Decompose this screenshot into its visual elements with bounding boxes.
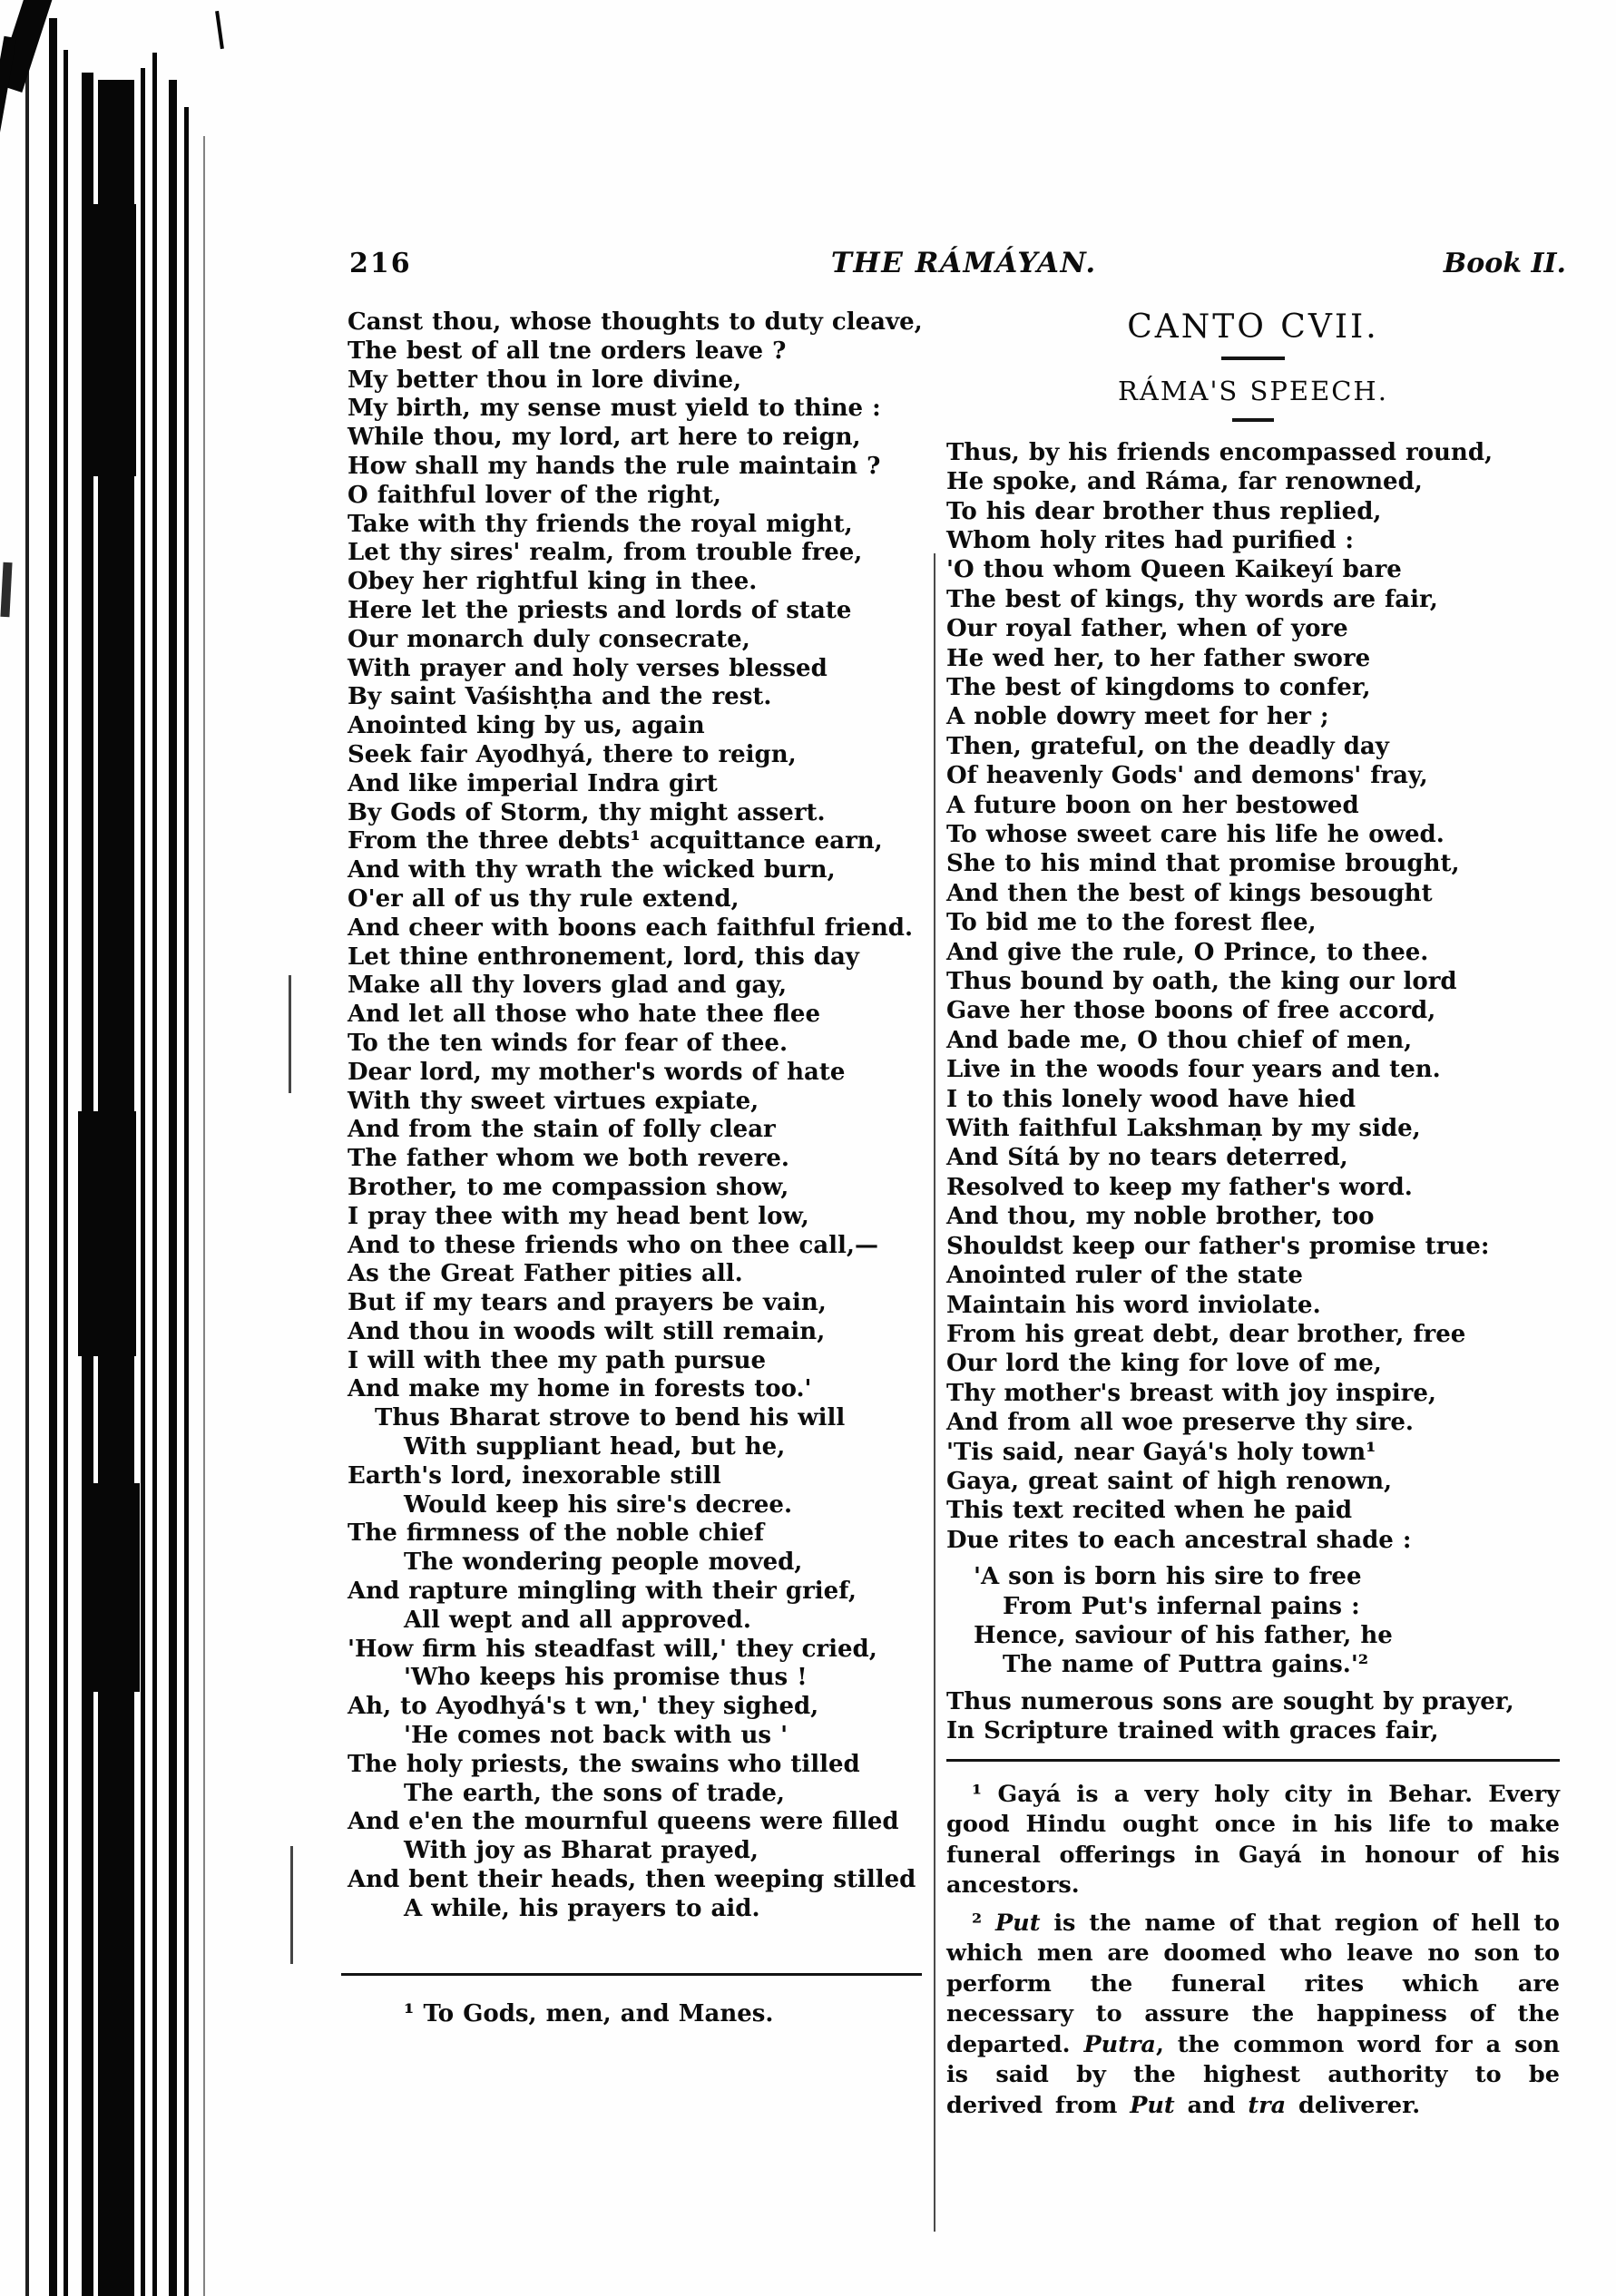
footnote-rule-left: [341, 1973, 922, 1976]
verse-line: With faithful Lakshmaṇ by my side,: [946, 1115, 1421, 1143]
verse-line: With thy sweet virtues expiate,: [348, 1087, 759, 1115]
verse-line: But if my tears and prayers be vain,: [348, 1289, 827, 1317]
scan-streak: [152, 53, 157, 2296]
verse-line: The best of kingdoms to confer,: [946, 673, 1371, 701]
speech-heading: RÁMA'S SPEECH.: [1118, 376, 1388, 407]
verse-line: In Scripture trained with graces fair,: [946, 1717, 1439, 1745]
verse-line: The name of Puttra gains.'²: [1003, 1651, 1369, 1679]
scan-streak: [290, 1846, 293, 1964]
verse-line: By Gods of Storm, thy might assert.: [348, 798, 826, 826]
verse-line: Thus bound by oath, the king our lord: [946, 968, 1457, 996]
verse-line: And bent their heads, then weeping stilled: [348, 1866, 916, 1894]
scan-streak: [215, 11, 224, 49]
scan-streak: [289, 975, 291, 1093]
verse-line: The best of all tne orders leave ?: [348, 337, 787, 365]
verse-line: To his dear brother thus replied,: [946, 497, 1382, 525]
page-header: [349, 247, 1566, 279]
verse-line: I pray thee with my head bent low,: [348, 1202, 809, 1230]
canto-heading: CANTO CVII.: [1127, 308, 1379, 346]
verse-line: He wed her, to her father swore: [946, 644, 1371, 672]
verse-lines: [946, 438, 1560, 1555]
verse-line: Make all thy lovers glad and gay,: [348, 972, 788, 1000]
verse-line: I to this lonely wood have hied: [946, 1085, 1356, 1113]
verse-line: A noble dowry meet for her ;: [946, 703, 1329, 731]
verse-line: And make my home in forests too.': [348, 1375, 812, 1403]
verse-line: Resolved to keep my father's word.: [946, 1173, 1413, 1201]
verse-line: A while, his prayers to aid.: [404, 1894, 760, 1922]
scan-streak: [141, 68, 145, 2296]
verse-line: 'Tis said, near Gayá's holy town¹: [946, 1438, 1376, 1466]
verse-line: And give the rule, O Prince, to thee.: [946, 938, 1429, 966]
scan-streak: [169, 80, 177, 2296]
left-footnote: ¹ To Gods, men, and Manes.: [404, 2000, 774, 2027]
verse-line: And let all those who hate thee flee: [348, 1001, 820, 1029]
verse-line: Thus, by his friends encompassed round,: [946, 438, 1494, 466]
footnotes: [946, 1780, 1560, 2122]
scan-streak: [83, 204, 136, 476]
verse-line: The earth, the sons of trade,: [404, 1779, 785, 1807]
verse-line: To bid me to the forest flee,: [946, 909, 1317, 937]
scan-streak: [184, 107, 189, 2296]
verse-line: A future boon on her bestowed: [946, 791, 1359, 819]
verse-line: The holy priests, the swains who tilled: [348, 1750, 860, 1778]
verse-line: The father whom we both revere.: [348, 1145, 789, 1173]
verse-line: Anointed ruler of the state: [946, 1262, 1303, 1290]
verse-line: 'Who keeps his promise thus !: [404, 1664, 808, 1692]
verse-line: O faithful lover of the right,: [348, 481, 721, 509]
verse-line: And Sítá by no tears deterred,: [946, 1144, 1348, 1172]
verse-line: Dear lord, my mother's words of hate: [348, 1058, 846, 1086]
closing-lines: [946, 1687, 1560, 1746]
verse-line: With prayer and holy verses blessed: [348, 654, 828, 682]
scan-streak: [0, 562, 12, 617]
verse-line: Thy mother's breast with joy inspire,: [946, 1379, 1436, 1407]
verse-line: And from all woe preserve thy sire.: [946, 1409, 1414, 1437]
quoted-quatrain: [946, 1562, 1560, 1680]
verse-line: Then, grateful, on the deadly day: [946, 732, 1389, 760]
book-label: Book II.: [1443, 248, 1566, 279]
verse-line: Whom holy rites had purified :: [946, 526, 1355, 554]
verse-line: As the Great Father pities all.: [348, 1260, 743, 1288]
verse-line: And from the stain of folly clear: [348, 1116, 776, 1144]
right-column: [946, 305, 1560, 2128]
verse-line: From Put's infernal pains :: [1003, 1592, 1360, 1620]
verse-line: And with thy wrath the wicked burn,: [348, 856, 836, 884]
heading-rule: [1221, 357, 1285, 360]
verse-line: And e'en the mournful queens were filled: [348, 1808, 899, 1836]
left-column: [348, 308, 935, 1924]
verse-line: All wept and all approved.: [404, 1606, 751, 1634]
verse-line: Hence, saviour of his father, he: [974, 1621, 1393, 1649]
verse-line: My birth, my sense must yield to thine :: [348, 395, 881, 423]
verse-line: With joy as Bharat prayed,: [404, 1837, 759, 1865]
verse-line: Brother, to me compassion show,: [348, 1173, 789, 1201]
verse-line: Gaya, great saint of high renown,: [946, 1467, 1393, 1495]
verse-line: Seek fair Ayodhyá, there to reign,: [348, 740, 797, 768]
verse-line: Due rites to each ancestral shade :: [946, 1526, 1412, 1554]
verse-line: O'er all of us thy rule extend,: [348, 884, 739, 913]
verse-line: Here let the priests and lords of state: [348, 596, 852, 624]
verse-line: Our monarch duly consecrate,: [348, 625, 750, 653]
verse-line: Take with thy friends the royal might,: [348, 510, 853, 538]
verse-line: To whose sweet care his life he owed.: [946, 821, 1445, 849]
scan-streak: [89, 1483, 140, 1692]
verse-line: By saint Vaśishṭha and the rest.: [348, 683, 772, 711]
verse-line: And thou in woods wilt still remain,: [348, 1317, 826, 1345]
footnote: ¹ Gayá is a very holy city in Behar. Every good Hindu ought once in his life to make funeral offerings in Gayá in honour of his ancestors.: [946, 1780, 1560, 1900]
footnote-rule-right: [946, 1759, 1560, 1762]
verse-line: He spoke, and Ráma, far renowned,: [946, 468, 1423, 496]
verse-line: 'A son is born his sire to free: [974, 1563, 1362, 1591]
scan-streak: [49, 18, 57, 2296]
verse-line: And cheer with boons each faithful friend.: [348, 914, 914, 942]
footnote: ² Put is the name of that region of hell to which men are doomed who leave no son to perform the funeral rites which are necessary to assure the happiness of the departed. Putra, the common word for a son is said by the highest authority to be derived from Put and tra deliverer.: [946, 1909, 1561, 2119]
verse-line: 'He comes not back with us ': [404, 1722, 788, 1750]
verse-line: From the three debts¹ acquittance earn,: [348, 827, 883, 855]
verse-line: Thus numerous sons are sought by prayer,: [946, 1687, 1514, 1715]
verse-line: Anointed king by us, again: [348, 712, 705, 740]
verse-line: My better thou in lore divine,: [348, 366, 742, 394]
verse-line: Would keep his sire's decree.: [404, 1490, 793, 1519]
verse-line: The firmness of the noble chief: [348, 1519, 765, 1548]
verse-line: Ah, to Ayodhyá's t wn,' they sighed,: [348, 1693, 819, 1721]
verse-line: Live in the woods four years and ten.: [946, 1056, 1441, 1084]
heading-rule-2: [1232, 418, 1274, 422]
verse-line: And to these friends who on thee call,—: [348, 1231, 878, 1259]
verse-line: Shouldst keep our father's promise true:: [946, 1232, 1490, 1260]
scan-binding-artifact: [0, 0, 313, 2296]
verse-line: To the ten winds for fear of thee.: [348, 1029, 788, 1057]
verse-line: And bade me, O thou chief of men,: [946, 1026, 1413, 1054]
verse-line: And like imperial Indra girt: [348, 769, 718, 797]
verse-line: While thou, my lord, art here to reign,: [348, 424, 861, 452]
verse-line: Our lord the king for love of me,: [946, 1350, 1382, 1378]
verse-line: Let thy sires' realm, from trouble free,: [348, 539, 863, 567]
verse-line: She to his mind that promise brought,: [946, 850, 1460, 878]
verse-line: And then the best of kings besought: [946, 879, 1433, 907]
verse-line: 'O thou whom Queen Kaikeyí bare: [946, 556, 1402, 584]
scan-streak: [78, 1111, 136, 1356]
verse-line: How shall my hands the rule maintain ?: [348, 452, 881, 480]
verse-line: And thou, my noble brother, too: [946, 1203, 1375, 1231]
verse-line: The best of kings, thy words are fair,: [946, 585, 1438, 613]
verse-line: Earth's lord, inexorable still: [348, 1461, 721, 1490]
verse-line: Gave her those boons of free accord,: [946, 997, 1436, 1025]
running-title: THE RÁMÁYAN.: [830, 247, 1097, 279]
verse-line: From his great debt, dear brother, free: [946, 1320, 1466, 1348]
scan-streak: [64, 50, 68, 2296]
verse-line: Our royal father, when of yore: [946, 615, 1348, 643]
verse-line: Let thine enthronement, lord, this day: [348, 943, 859, 971]
scan-streak: [203, 136, 205, 2296]
verse-line: Thus Bharat strove to bend his will: [375, 1404, 846, 1432]
verse-line: Of heavenly Gods' and demons' fray,: [946, 762, 1428, 790]
verse-line: And rapture mingling with their grief,: [348, 1578, 857, 1606]
verse-line: Obey her rightful king in thee.: [348, 568, 758, 596]
verse-line: With suppliant head, but he,: [404, 1433, 786, 1461]
verse-line: I will with thee my path pursue: [348, 1346, 767, 1374]
verse-line: Maintain his word inviolate.: [946, 1291, 1321, 1319]
verse-line: This text recited when he paid: [946, 1497, 1353, 1525]
page-number: 216: [349, 248, 412, 279]
scan-streak: [25, 0, 29, 2296]
verse-line: 'How firm his steadfast will,' they cried,: [348, 1635, 877, 1663]
verse-line: Canst thou, whose thoughts to duty cleave,: [348, 308, 923, 336]
verse-line: The wondering people moved,: [404, 1549, 803, 1577]
